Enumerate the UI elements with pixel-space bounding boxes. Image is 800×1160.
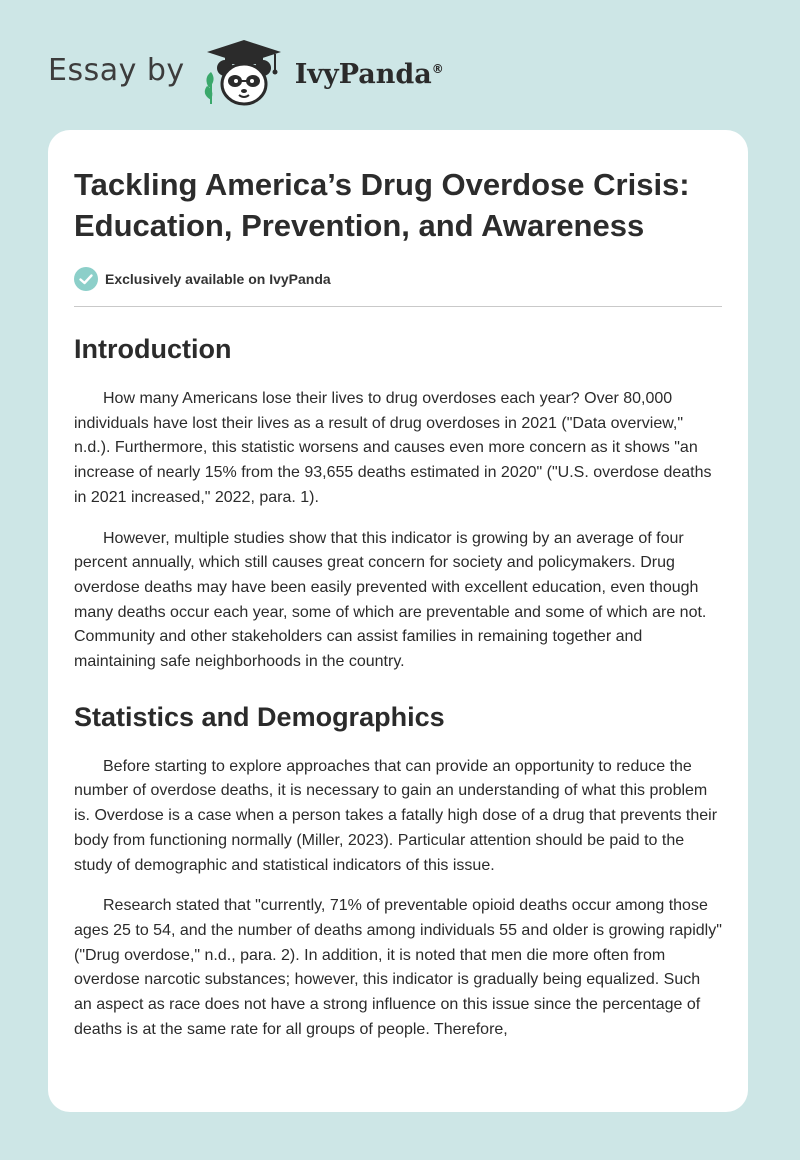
check-circle-icon: [74, 267, 98, 291]
paragraph: However, multiple studies show that this indicator is growing by an average of four percent annually, which still causes great concern for society and policymakers. Drug overdose deaths may have been easily prevented with excellent education, even though many deaths occur each year, some of which are preventable and some of which are not. Community and other stakeholders can assist families in remaining together and maintaining safe neighborhoods in the country.: [74, 529, 707, 671]
essay-title: Tackling America’s Drug Overdose Crisis: Education, Prevention, and Awareness: [74, 167, 690, 243]
paragraph: Before starting to explore approaches that can provide an opportunity to reduce the number of overdose deaths, it is necessary to gain an understanding of what this problem is. Overdose is a case when a person takes a fatally high dose of a drug that prevents their body from functioning normally (Miller, 2023). Particular attention should be paid to the study of demographic and statistical indicators of this issue.: [74, 757, 718, 874]
section-heading-introduction: Introduction: [74, 334, 232, 364]
divider: [74, 306, 722, 307]
paragraph: How many Americans lose their lives to drug overdoses each year? Over 80,000 individuals have lost their lives as a result of drug overdoses in 2021 ("Data overview," n.d.). Furthermore, this statistic worsens and causes even more concern as it shows "an increase of nearly 15% from the 93,655 deaths estimated in 2020" ("U.S. overdose deaths in 2021 increased," 2022, para. 1).: [74, 390, 712, 506]
brand-name: IvyPanda®: [294, 58, 444, 90]
site-header: [48, 38, 444, 108]
exclusive-badge-text: Exclusively available on IvyPanda: [105, 271, 331, 287]
paragraph: Research stated that "currently, 71% of preventable opioid deaths occur among those ages 25 to 54, and the number of deaths among individuals 55 and older is growing rapidly" ("Drug overdose," n.d., para. 2). In addition, it is noted that men die more often from overdose narcotic substances; however, this indicator is gradually being equalized. Such an aspect as race does not have a strong influence on this issue since the percentage of deaths is at the same rate for all groups of people. Therefore,: [74, 897, 722, 1038]
exclusive-badge: [74, 266, 722, 292]
essay-card: [48, 130, 748, 1112]
essay-by-label: Essay by: [48, 52, 185, 88]
section-heading-statistics: Statistics and Demographics: [74, 701, 445, 732]
panda-graduation-cap-icon[interactable]: [201, 38, 287, 108]
